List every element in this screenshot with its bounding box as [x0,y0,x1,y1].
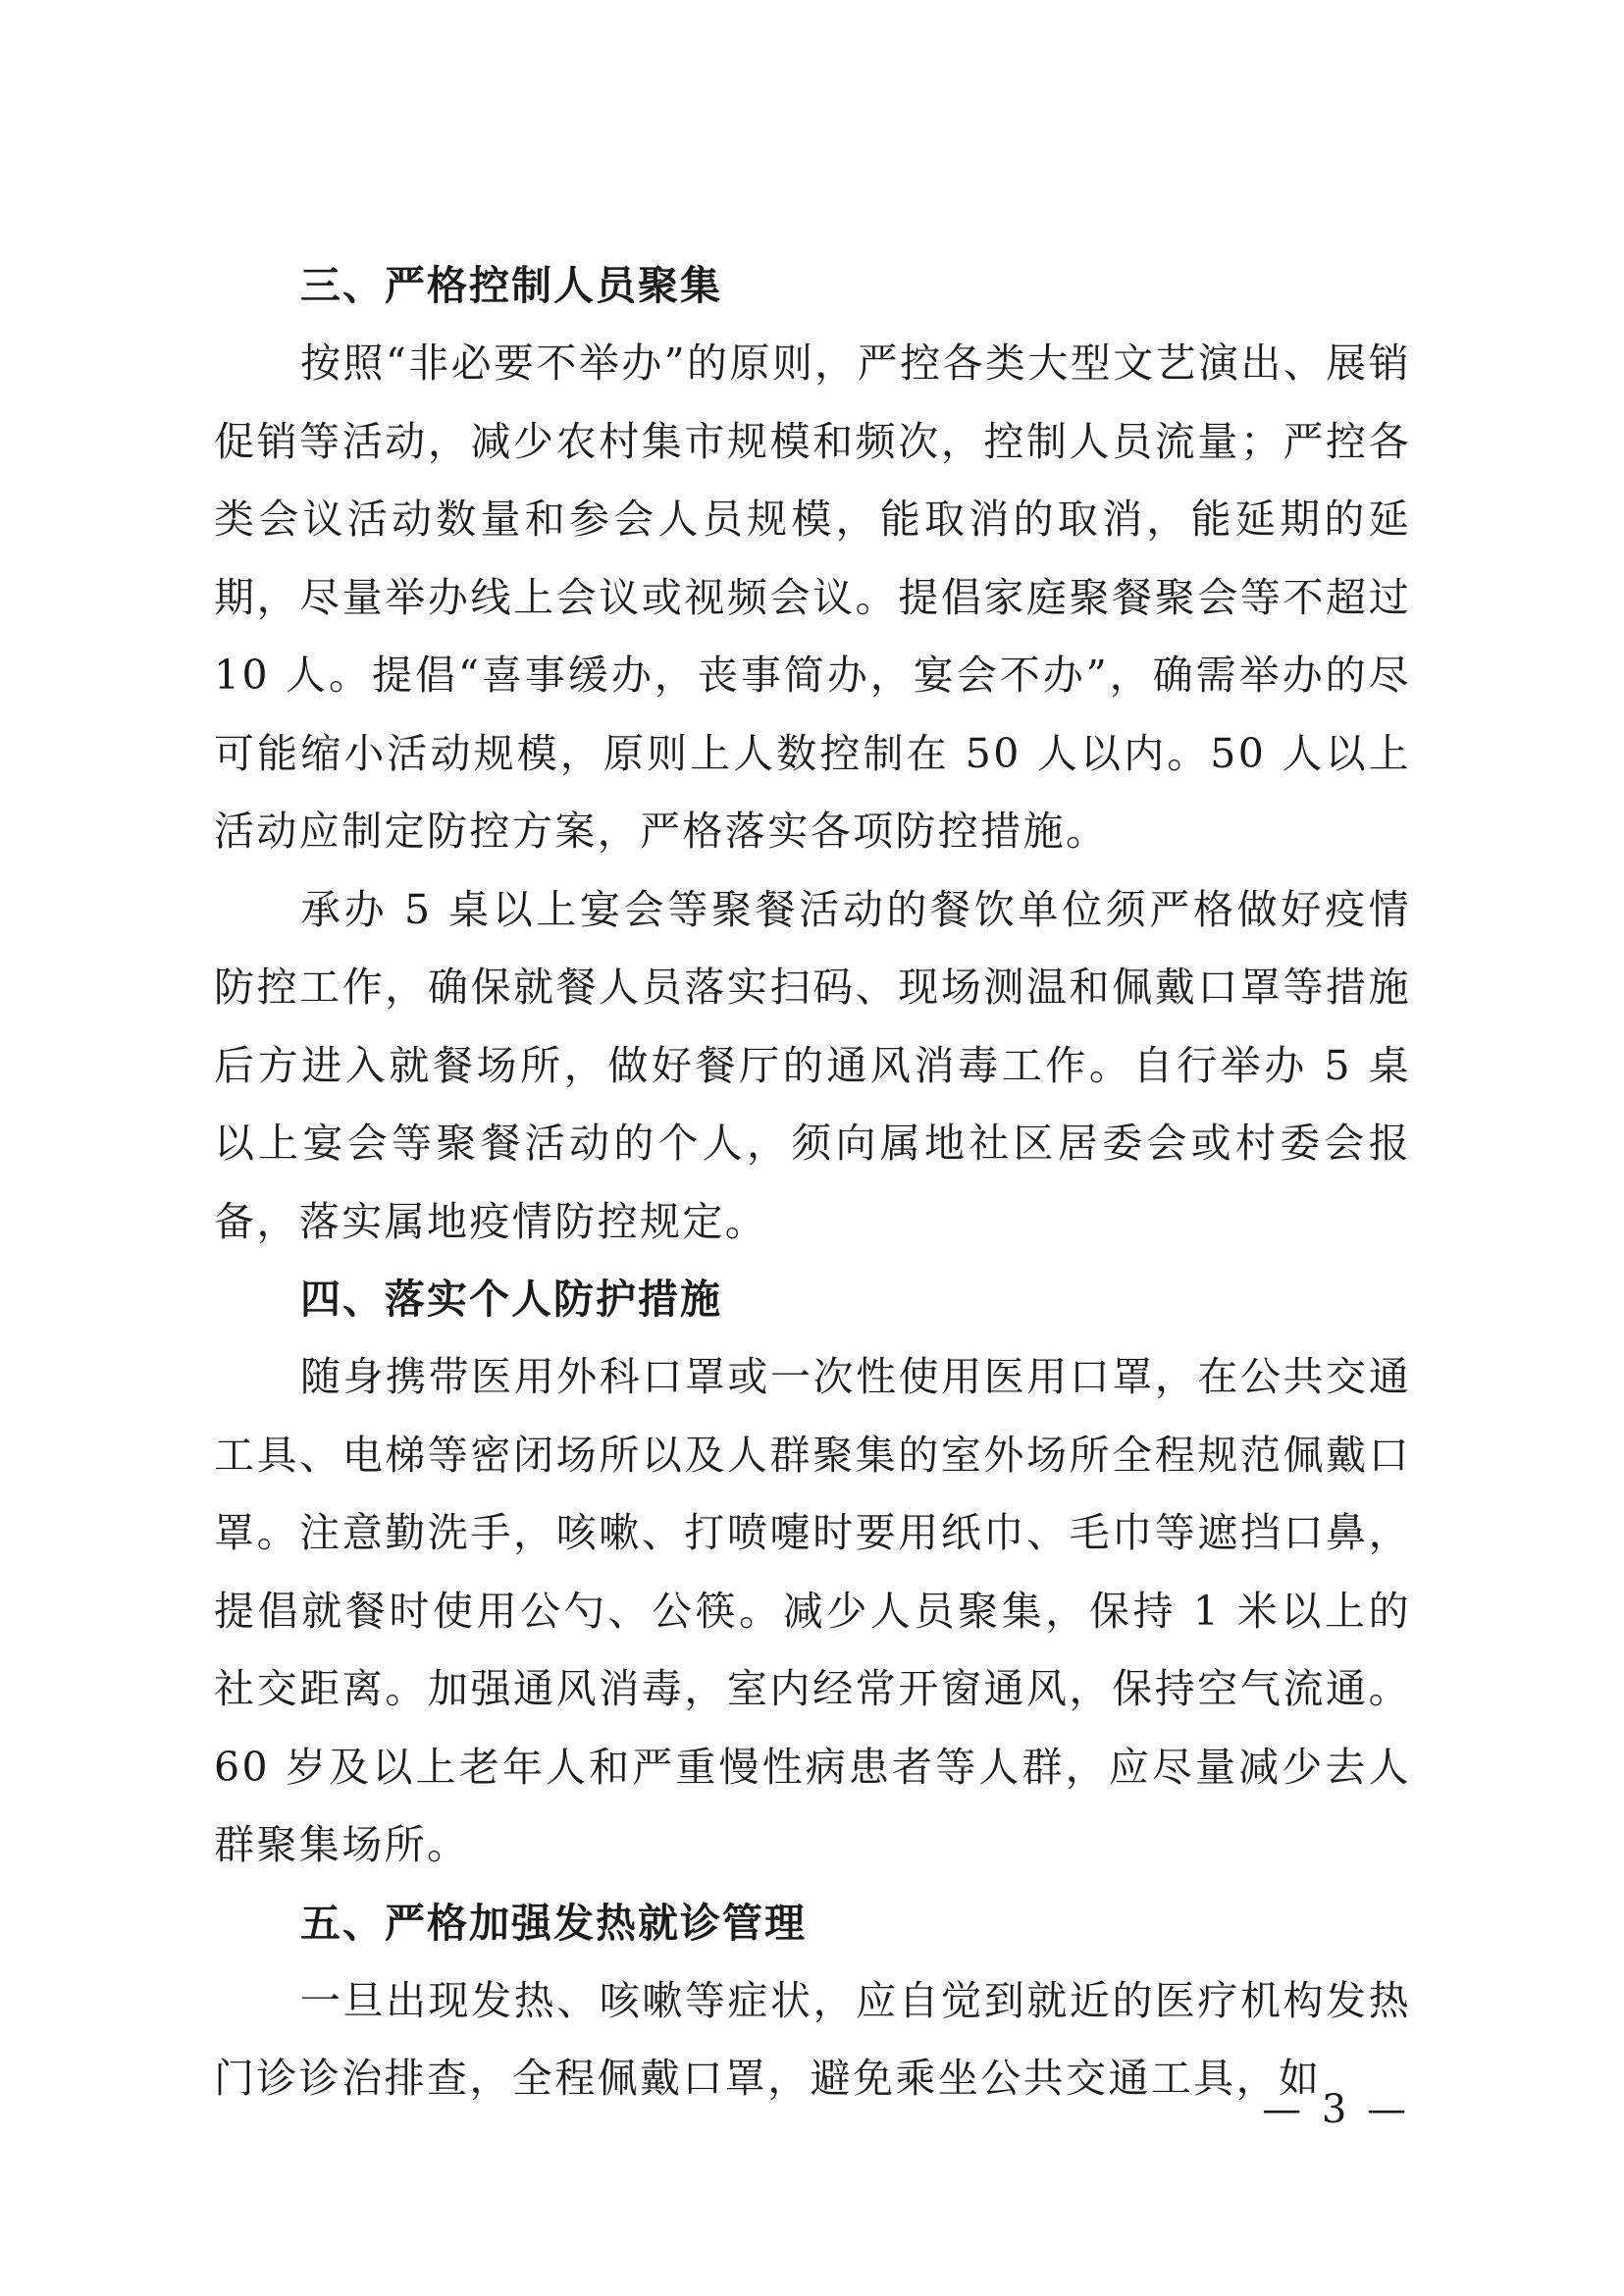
paragraph: 随身携带医用外科口罩或一次性使用医用口罩，在公共交通工具、电梯等密闭场所以及人群聚集的室外场所全程规范佩戴口罩。注意勤洗手，咳嗽、打喷嚏时要用纸巾、毛巾等遮挡口鼻，提倡就餐时使用公勺、公筷。减少人员聚集，保持 1 米以上的社交距离。加强通风消毒，室内经常开窗通风，保持空气流通。60 岁及以上老年人和严重慢性病患者等人群，应尽量减少去人群聚集场所。 [214,1353,1411,1868]
document-body [214,247,1411,2118]
section-heading: 四、落实个人防护措施 [300,1276,722,1323]
section-3 [214,247,1411,1261]
section-heading: 五、严格加强发热就诊管理 [300,1899,807,1947]
section-5 [214,1885,1411,2118]
page-number: — 3 — [1262,2087,1410,2132]
section-4 [214,1261,1411,1885]
section-heading: 三、严格控制人员聚集 [300,262,722,309]
paragraph: 一旦出现发热、咳嗽等症状，应自觉到就近的医疗机构发热门诊诊治排查，全程佩戴口罩，避免乘坐公共交通工具，如 [214,1976,1411,2102]
paragraph: 按照“非必要不举办”的原则，严控各类大型文艺演出、展销促销等活动，减少农村集市规模和频次，控制人员流量；严控各类会议活动数量和参会人员规模，能取消的取消，能延期的延期，尽量举办线上会议或视频会议。提倡家庭聚餐聚会等不超过 10 人。提倡“喜事缓办，丧事简办，宴会不办”，确需举办的尽可能缩小活动规模，原则上人数控制在 50 人以内。50 人以上活动应制定防控方案，严格落实各项防控措施。 [214,339,1411,855]
paragraph: 承办 5 桌以上宴会等聚餐活动的餐饮单位须严格做好疫情防控工作，确保就餐人员落实扫码、现场测温和佩戴口罩等措施后方进入就餐场所，做好餐厅的通风消毒工作。自行举办 5 桌以上宴会等聚餐活动的个人，须向属地社区居委会或村委会报备，落实属地疫情防控规定。 [214,885,1411,1245]
